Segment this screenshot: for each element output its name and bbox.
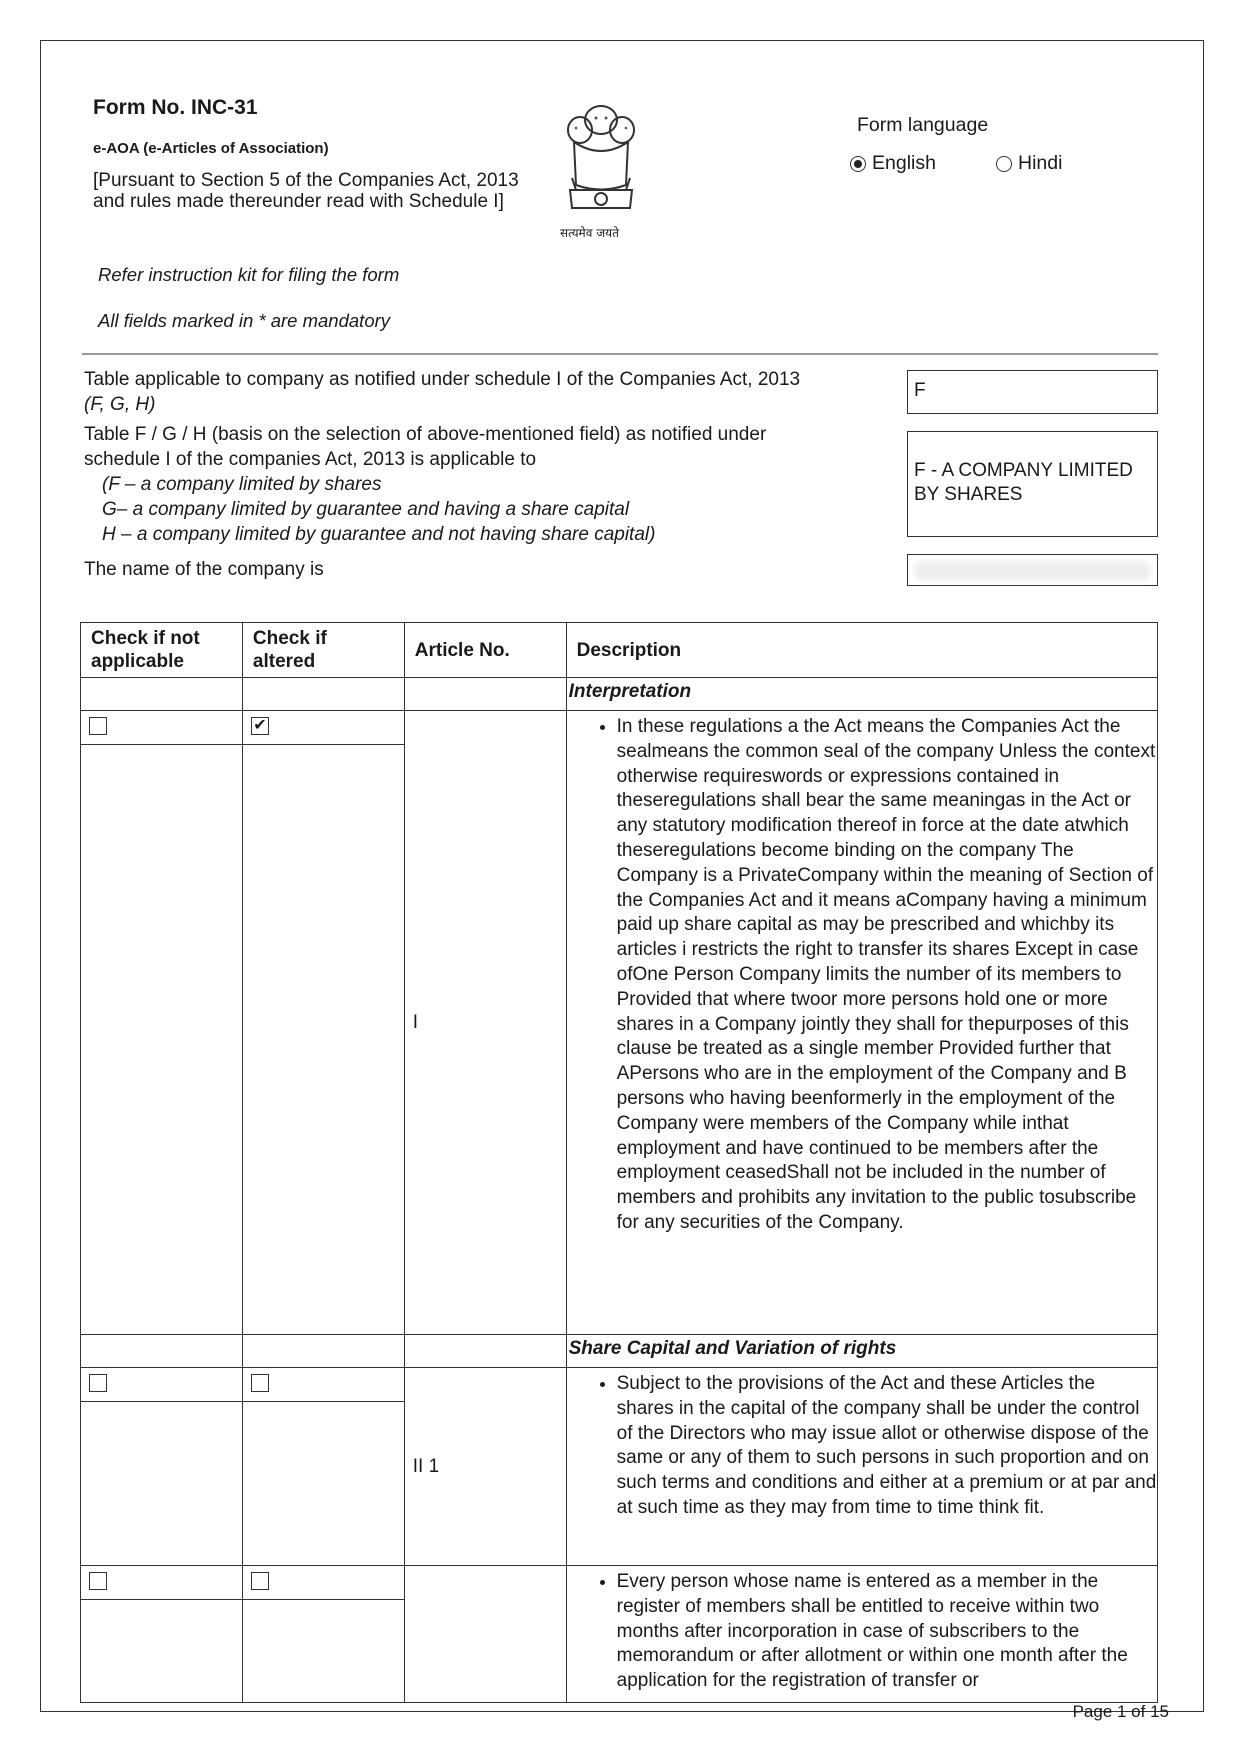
- article-no-cell: [404, 1566, 566, 1703]
- basis-question-line2: schedule I of the companies Act, 2013 is applicable to: [84, 449, 537, 470]
- form-subtitle: e-AOA (e-Articles of Association): [93, 140, 329, 157]
- language-option-label: Hindi: [1018, 152, 1063, 174]
- altered-cell: [242, 711, 404, 1335]
- basis-field[interactable]: F - A COMPANY LIMITED BY SHARES: [907, 431, 1158, 537]
- description-text: • Subject to the provisions of the Act and these Articles the shares in the capital of the company shall be under the control of the Directors who may issue allot or otherwise dispose of the same or any of them to such persons in such proportion and on such terms and conditions and either at a premium or at par and at such time as they may from time to time think fit.: [617, 1372, 1157, 1521]
- header-article-no: Article No.: [404, 623, 566, 678]
- altered-cell: [242, 1368, 404, 1566]
- section-row: [81, 1335, 1158, 1368]
- empty-cell: [404, 1335, 566, 1368]
- basis-question-line1: Table F / G / H (basis on the selection of above-mentioned field) as notified under: [84, 424, 767, 445]
- empty-cell: [81, 678, 243, 711]
- altered-cell: [242, 1566, 404, 1703]
- basis-option-g: G– a company limited by guarantee and having a share capital: [102, 499, 630, 520]
- section-title: Interpretation: [566, 678, 1157, 711]
- emblem-caption: सत्यमेव जयते: [560, 226, 619, 240]
- description-cell: [566, 711, 1157, 1335]
- basis-question: [84, 422, 766, 547]
- mandatory-note: All fields marked in * are mandatory: [98, 310, 391, 331]
- page-number: Page 1 of 15: [1072, 1702, 1169, 1721]
- checkbox-altered[interactable]: [251, 1572, 269, 1590]
- instruction-note: Refer instruction kit for filing the form: [98, 264, 400, 285]
- description-cell: [566, 1368, 1157, 1566]
- language-option-english[interactable]: [850, 152, 936, 175]
- description-text: • In these regulations a the Act means the Companies Act the sealmeans the common seal of the company Unless the context otherwise requireswords or expressions contained in theseregulations shall bear the same meaningas in the Act or any statutory modification thereof in force at the date atwhich theseregulations become binding on the company The Company is a PrivateCompany within the meaning of Section of the Companies Act and it means aCompany having a minimum paid up share capital as may be prescribed and whichby its articles i restricts the right to transfer its shares Except in case ofOne Person Company limits the number of its members to Provided that where twoor more persons hold one or more shares in a Company jointly they shall for thepurposes of this clause be treated as a single member Provided further that APersons who are in the employment of the Company and B persons who having beenformerly in the employment of the Company were members of the Company while inthat employment and have continued to be members after the employment ceasedShall not be included in the number of members and prohibits any invitation to the public tosubscribe for any securities of the Company.: [617, 715, 1157, 1236]
- article-no-cell: II 1: [404, 1368, 566, 1566]
- section-row: [81, 678, 1158, 711]
- table-field[interactable]: F: [907, 370, 1158, 414]
- empty-cell: [81, 1335, 243, 1368]
- description-cell: [566, 1566, 1157, 1703]
- not-applicable-cell: [81, 1368, 243, 1566]
- articles-table: [80, 622, 1158, 1703]
- company-name-field[interactable]: [907, 554, 1158, 586]
- table-question-line2: (F, G, H): [84, 394, 156, 415]
- table-header-row: [81, 623, 1158, 678]
- table-question: [84, 367, 800, 417]
- basis-option-h: H – a company limited by guarantee and not having share capital): [102, 524, 656, 545]
- table-row: [81, 1566, 1158, 1703]
- section-title: Share Capital and Variation of rights: [566, 1335, 1157, 1368]
- checkbox-not-applicable[interactable]: [89, 717, 107, 735]
- form-language-label: Form language: [857, 114, 989, 136]
- description-text: • Every person whose name is entered as a member in the register of members shall be entitled to receive within two months after incorporation in case of subscribers to the memorandum or after allotment or within one month after the application for the registration of transfer or: [617, 1570, 1157, 1694]
- header-description: Description: [566, 623, 1157, 678]
- form-number: Form No. INC-31: [93, 96, 258, 119]
- national-emblem-icon: [556, 90, 646, 240]
- pursuant-note: [Pursuant to Section 5 of the Companies Act, 2013 and rules made thereunder read with Schedule I]: [93, 170, 519, 212]
- checkbox-altered[interactable]: [251, 1374, 269, 1392]
- header-not-applicable: Check if not applicable: [81, 623, 243, 678]
- language-option-hindi[interactable]: [996, 152, 1062, 175]
- empty-cell: [404, 678, 566, 711]
- checkbox-not-applicable[interactable]: [89, 1374, 107, 1392]
- company-name-question: The name of the company is: [84, 559, 324, 580]
- radio-selected-icon[interactable]: [850, 156, 866, 172]
- table-row: [81, 711, 1158, 1335]
- empty-cell: [242, 1335, 404, 1368]
- header-altered: Check if altered: [242, 623, 404, 678]
- checkbox-not-applicable[interactable]: [89, 1572, 107, 1590]
- header-divider: [82, 353, 1158, 355]
- radio-unselected-icon[interactable]: [996, 156, 1012, 172]
- table-question-line1: Table applicable to company as notified under schedule I of the Companies Act, 2013: [84, 369, 801, 390]
- empty-cell: [242, 678, 404, 711]
- not-applicable-cell: [81, 711, 243, 1335]
- language-option-label: English: [872, 152, 936, 174]
- redacted-block: [914, 561, 1151, 581]
- basis-option-f: (F – a company limited by shares: [102, 474, 382, 495]
- table-row: [81, 1368, 1158, 1566]
- not-applicable-cell: [81, 1566, 243, 1703]
- article-no-cell: I: [404, 711, 566, 1335]
- checkbox-altered-checked[interactable]: ✔: [251, 717, 269, 735]
